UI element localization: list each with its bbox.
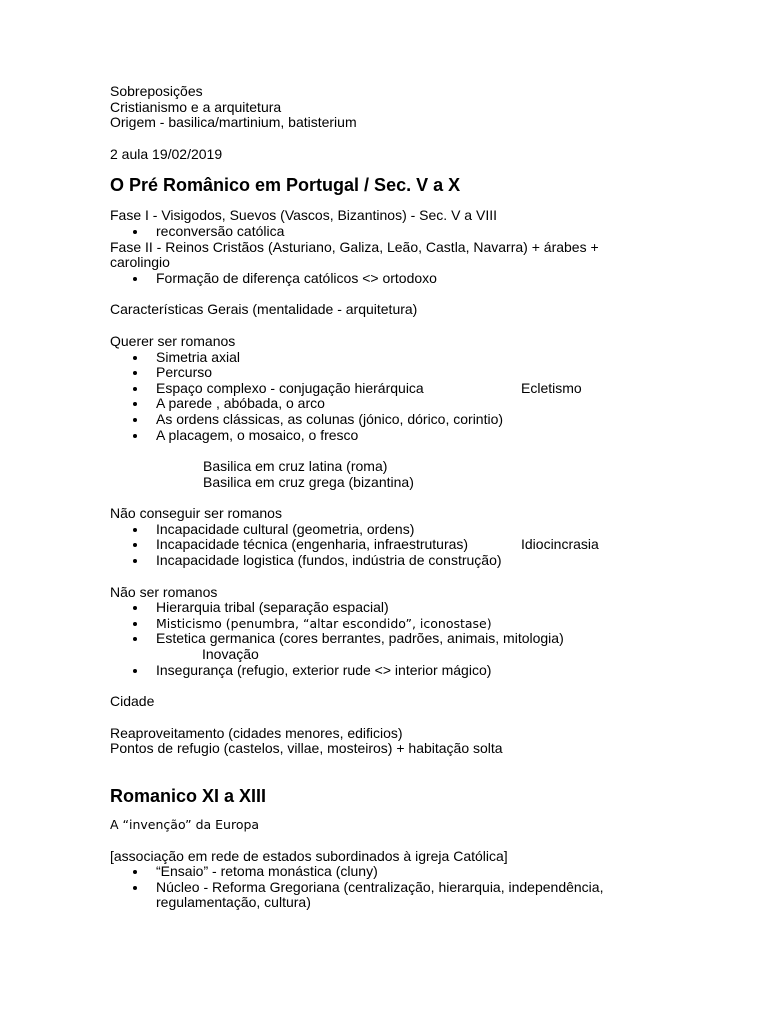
list-item: Simetria axial — [110, 350, 630, 366]
list-item: As ordens clássicas, as colunas (jónico, dórico, corintio) — [110, 412, 630, 428]
nao-ser-list-2 — [110, 663, 630, 679]
list-item: Estetica germanica (cores berrantes, padrões, animais, mitologia) — [110, 631, 630, 647]
list-item: Núcleo - Reforma Gregoriana (centralização, hierarquia, independência, regulamentação, cultura) — [110, 880, 626, 911]
nao-ser-heading: Não ser romanos — [110, 583, 218, 600]
list-item: Hierarquia tribal (separação espacial) — [110, 600, 630, 616]
fase-2-list — [110, 271, 630, 287]
ecletismo-note: Ecletismo — [521, 379, 582, 396]
cidade-line: Cidade — [110, 693, 155, 710]
nao-conseguir-list — [110, 522, 630, 569]
list-item: Incapacidade logistica (fundos, indústria de construção) — [110, 553, 630, 569]
pontos-refugio-line: Pontos de refugio (castelos, villae, mosteiros) + habitação solta — [110, 740, 503, 757]
list-item: Incapacidade cultural (geometria, ordens) — [110, 522, 630, 538]
basilica-latina-line: Basilica em cruz latina (roma) — [203, 458, 388, 475]
list-item: Misticismo (penumbra, “altar escondido”, iconostase) — [110, 616, 630, 632]
intro-line-2: Cristianismo e a arquitetura — [110, 98, 282, 115]
list-item: A placagem, o mosaico, o fresco — [110, 428, 630, 444]
list-item: “Ensaio” - retoma monástica (cluny) — [110, 864, 630, 880]
document-page — [110, 84, 630, 911]
fase-1-list — [110, 224, 630, 240]
romanico-list — [110, 864, 630, 911]
nao-ser-list — [110, 600, 630, 647]
section-title-romanico: Romanico XI a XIII — [110, 786, 267, 806]
lesson-date: 2 aula 19/02/2019 — [110, 145, 223, 162]
list-item: Insegurança (refugio, exterior rude <> interior mágico) — [110, 663, 630, 679]
querer-heading: Querer ser romanos — [110, 332, 236, 349]
intro-line-1: Sobreposições — [110, 83, 203, 99]
list-item-with-note — [110, 381, 630, 397]
fase-1-line: Fase I - Visigodos, Suevos (Vascos, Bizantinos) - Sec. V a VIII — [110, 207, 497, 224]
invencao-subtitle: A “invenção” da Europa — [110, 817, 260, 832]
idiocincrasia-note: Idiocincrasia — [521, 536, 599, 553]
list-item: reconversão católica — [110, 224, 630, 240]
nao-conseguir-heading: Não conseguir ser romanos — [110, 505, 282, 522]
querer-list — [110, 350, 630, 444]
list-item-text: Incapacidade técnica (engenharia, infraestruturas) — [156, 536, 469, 553]
fase-2-line: Fase II - Reinos Cristãos (Asturiano, Galiza, Leão, Castla, Navarra) + árabes + — [110, 238, 599, 255]
fase-2-continuation: carolingio — [110, 254, 170, 271]
list-item-text: Espaço complexo - conjugação hierárquica — [156, 379, 424, 396]
inovacao-line: Inovação — [202, 646, 259, 663]
intro-line-3: Origem - basilica/martinium, batisterium — [110, 114, 357, 131]
caracteristicas-line: Características Gerais (mentalidade - arquitetura) — [110, 301, 418, 318]
list-item: Percurso — [110, 365, 630, 381]
associacao-line: [associação em rede de estados subordinados à igreja Católica] — [110, 847, 508, 864]
basilica-grega-line: Basilica em cruz grega (bizantina) — [203, 473, 414, 490]
list-item: Formação de diferença católicos <> ortodoxo — [110, 271, 630, 287]
list-item-with-note — [110, 537, 630, 553]
reaproveitamento-line: Reaproveitamento (cidades menores, edificios) — [110, 724, 403, 741]
list-item: A parede , abóbada, o arco — [110, 396, 630, 412]
section-title-pre-romanico: O Pré Românico em Portugal / Sec. V a X — [110, 175, 461, 196]
